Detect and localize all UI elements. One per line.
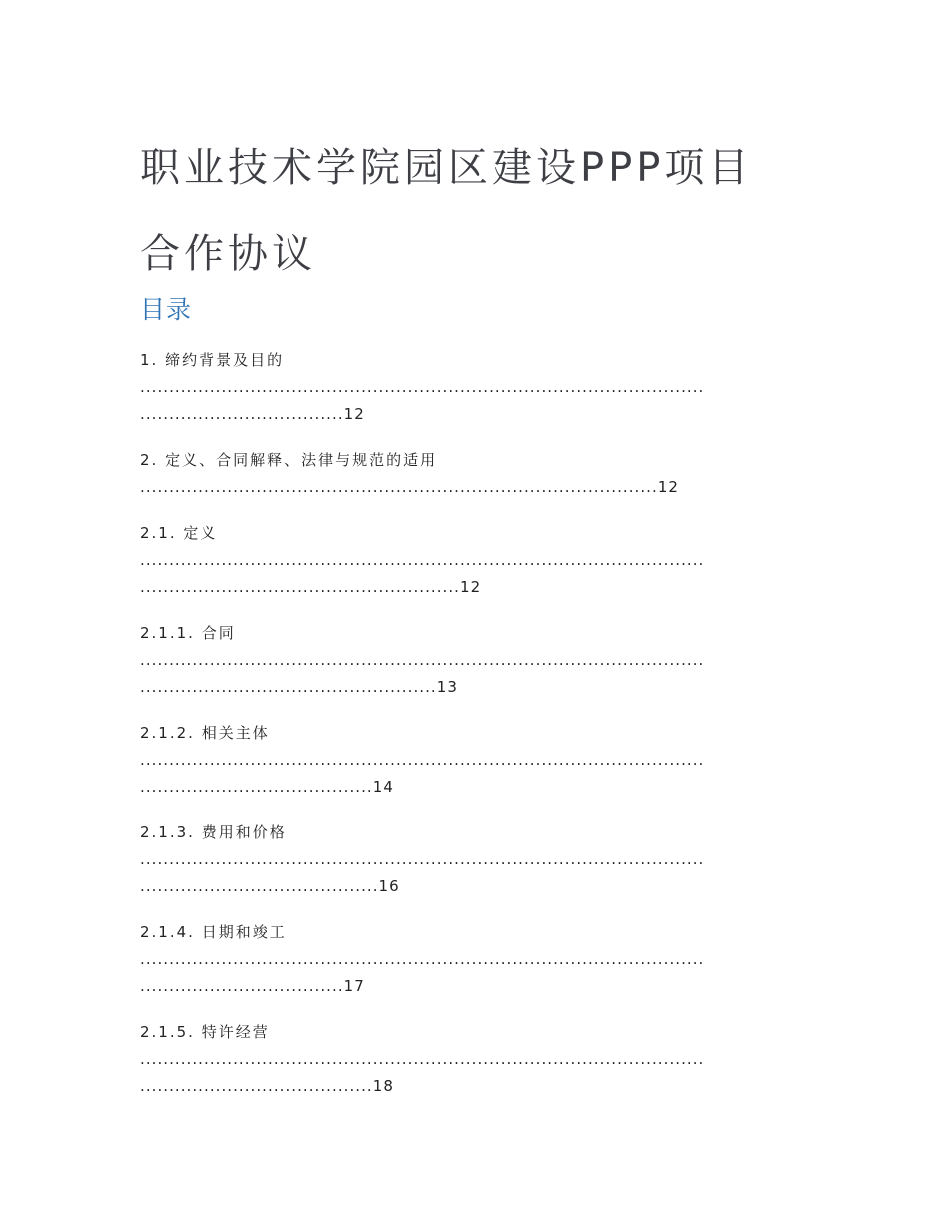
toc-leader-dots: .................................................................................................	[140, 551, 705, 569]
toc-entry[interactable]	[140, 1018, 812, 1100]
toc-page-number[interactable]: 14	[372, 778, 394, 796]
toc-entry-page	[140, 574, 812, 601]
toc-leader-dots: .................................................................................................	[140, 378, 705, 396]
toc-entry-page	[140, 774, 812, 801]
toc-leader-dots: .................................................................................................	[140, 751, 705, 769]
toc-entry-label[interactable]: 1. 缔约背景及目的	[140, 351, 285, 369]
toc-entry[interactable]	[140, 719, 812, 801]
document-title	[140, 125, 820, 297]
toc-leader-dots: ...................................	[140, 977, 344, 995]
document-title-line-2: 合作协议	[140, 231, 316, 277]
toc-entry-label[interactable]: 2.1.4. 日期和竣工	[140, 923, 287, 941]
toc-entry-page	[140, 474, 812, 501]
toc-entry-page	[140, 973, 812, 1000]
toc-entry[interactable]	[140, 818, 812, 900]
toc-entry[interactable]	[140, 446, 812, 501]
toc-entry-label[interactable]: 2. 定义、合同解释、法律与规范的适用	[140, 451, 438, 469]
toc-leader-dots: .................................................................................................	[140, 651, 705, 669]
toc-leader-dots: ........................................	[140, 1077, 373, 1095]
toc-entry[interactable]	[140, 346, 812, 428]
toc-entry-page	[140, 873, 812, 900]
toc-entry-label[interactable]: 2.1.5. 特许经营	[140, 1023, 270, 1041]
toc-page-number[interactable]: 13	[436, 678, 458, 696]
toc-entry-page	[140, 1073, 812, 1100]
toc-leader-dots: .......................................................	[140, 578, 460, 596]
toc-leader-dots: .................................................................................................	[140, 850, 705, 868]
toc-page-number[interactable]: 12	[343, 405, 365, 423]
toc-leader-dots: ........................................	[140, 778, 373, 796]
toc-entry[interactable]	[140, 519, 812, 601]
toc-leader-dots: .................................................................................................	[140, 950, 705, 968]
toc-entry-label[interactable]: 2.1.3. 费用和价格	[140, 823, 287, 841]
toc-entry-page	[140, 674, 812, 701]
toc-page-number[interactable]: 12	[460, 578, 482, 596]
toc-leader-dots: .........................................	[140, 877, 379, 895]
toc-page-number[interactable]: 16	[378, 877, 400, 895]
toc-entry[interactable]	[140, 619, 812, 701]
toc-page-number[interactable]: 17	[343, 977, 365, 995]
toc-entry-label[interactable]: 2.1. 定义	[140, 524, 218, 542]
toc-entry-page	[140, 401, 812, 428]
toc-heading: 目录	[140, 295, 193, 324]
toc-leader-dots: ...................................	[140, 405, 344, 423]
toc-page-number[interactable]: 12	[657, 478, 679, 496]
toc-entry[interactable]	[140, 918, 812, 1000]
toc-leader-dots: ...................................................	[140, 678, 437, 696]
toc-leader-dots: .........................................................................................	[140, 478, 658, 496]
toc-entry-label[interactable]: 2.1.2. 相关主体	[140, 724, 270, 742]
toc-entry-label[interactable]: 2.1.1. 合同	[140, 624, 236, 642]
document-title-line-1: 职业技术学院园区建设PPP项目	[140, 145, 753, 191]
toc-leader-dots: .................................................................................................	[140, 1050, 705, 1068]
toc-page-number[interactable]: 18	[372, 1077, 394, 1095]
